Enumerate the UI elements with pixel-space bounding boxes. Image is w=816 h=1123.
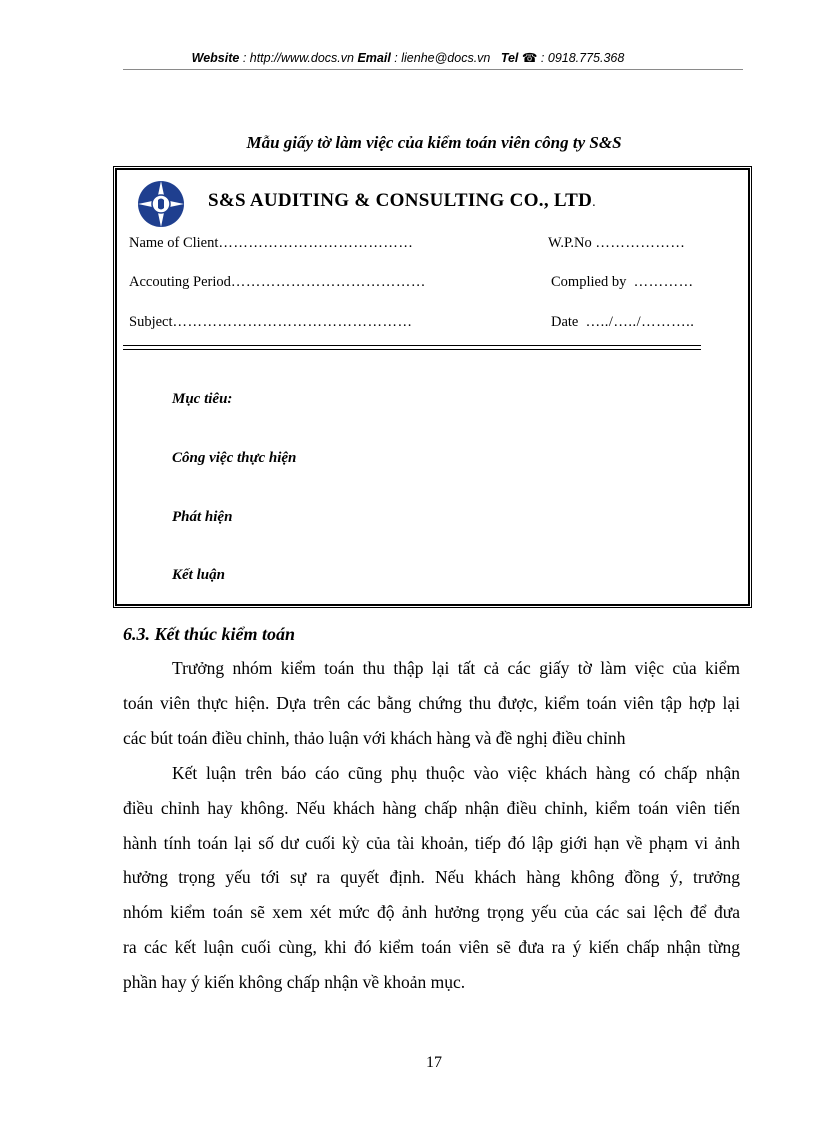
work-performed-label: Công việc thực hiện	[172, 450, 297, 466]
paragraph-line: Kết luận trên báo cáo cũng phụ thuộc vào việc khách hàng có chấp nhận	[172, 763, 740, 783]
client-field: Name of Client…………………………………	[129, 235, 414, 251]
page-number: 17	[426, 1054, 442, 1071]
conclusion-label: Kết luận	[172, 567, 225, 583]
page-header	[0, 50, 816, 65]
paragraph-line: nhóm kiểm toán sẽ xem xét mức độ ảnh hưởng trọng yếu của các sai lệch để đưa	[123, 902, 740, 922]
paragraph-line: phần hay ý kiến không chấp nhận về khoản mục.	[123, 972, 466, 992]
email-value: : lienhe@docs.vn	[390, 51, 491, 65]
paragraph-line: các bút toán điều chỉnh, thảo luận với khách hàng và đề nghị điều chỉnh	[123, 728, 626, 748]
paragraph-line: toán viên thực hiện. Dựa trên các bằng chứng thu được, kiểm toán viên tập hợp lại	[123, 693, 740, 713]
paragraph-line: điều chỉnh hay không. Nếu khách hàng chấp nhận điều chỉnh, kiểm toán viên tiến	[123, 798, 740, 818]
form-double-divider	[123, 345, 701, 350]
company-name: S&S AUDITING & CONSULTING CO., LTD.	[208, 190, 596, 211]
date-field: Date …../…../………..	[551, 314, 695, 330]
wpno-field: W.P.No ………………	[548, 235, 686, 251]
objective-label: Mục tiêu:	[172, 391, 233, 407]
header-divider	[123, 69, 743, 70]
website-value: : http://www.docs.vn	[239, 51, 354, 65]
form-caption: Mẫu giấy tờ làm việc của kiểm toán viên công ty S&S	[246, 133, 622, 152]
subject-field: Subject…………………………………………	[129, 314, 413, 330]
working-paper-frame	[115, 168, 750, 606]
tel-label: Tel ☎	[500, 51, 538, 65]
website-label: Website	[191, 51, 240, 65]
findings-label: Phát hiện	[172, 509, 233, 525]
period-field: Accouting Period…………………………………	[129, 274, 426, 290]
paragraph-line: hành tính toán lại số dư cuối kỳ của tài khoản, tiếp đó lập giới hạn về phạm vi ảnh	[123, 833, 740, 853]
company-logo-icon	[137, 180, 185, 228]
email-label: Email	[357, 51, 391, 65]
tel-value: : 0918.775.368	[537, 51, 625, 65]
paragraph-line: Trưởng nhóm kiểm toán thu thập lại tất cả các giấy tờ làm việc của kiểm	[172, 658, 740, 678]
paragraph-line: hưởng trọng yếu tới sự ra quyết định. Nếu khách hàng không đồng ý, trưởng	[123, 867, 740, 887]
paragraph-line: ra các kết luận cuối cùng, khi đó kiểm toán viên sẽ đưa ra ý kiến chấp nhận từng	[123, 937, 740, 957]
compiled-by-field: Complied by …………	[551, 274, 694, 290]
section-heading: 6.3. Kết thúc kiểm toán	[123, 624, 296, 644]
